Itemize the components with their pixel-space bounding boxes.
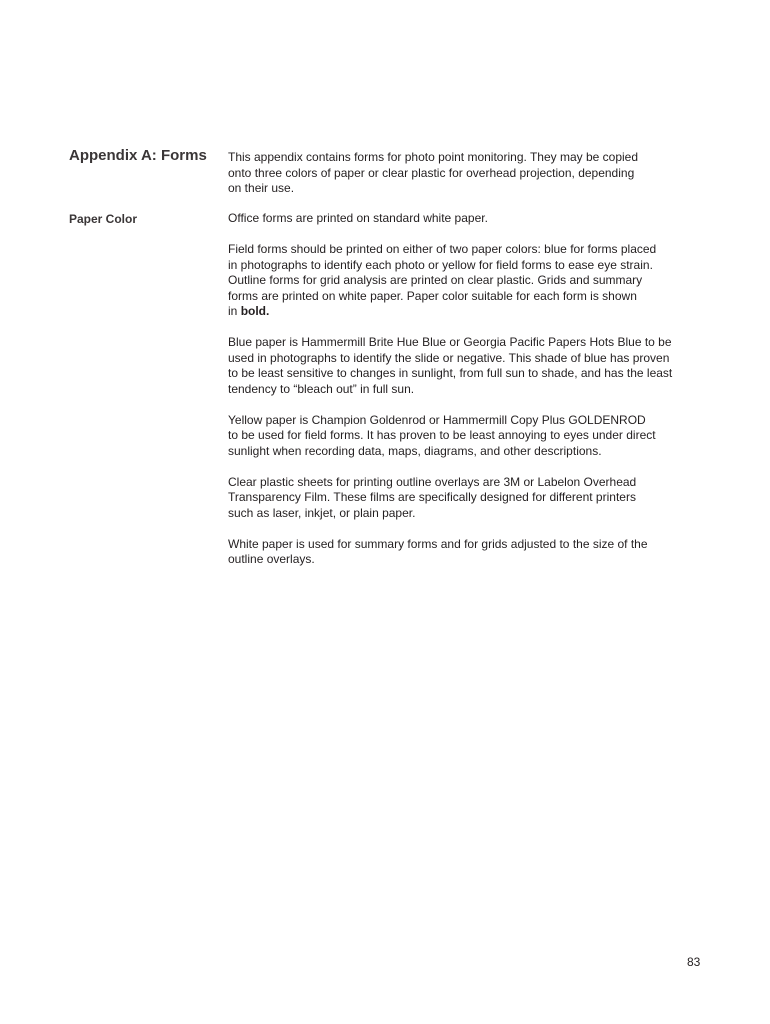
page-number: 83 <box>687 955 701 969</box>
paragraph-line: Outline forms for grid analysis are printed on clear plastic. Grids and summary <box>228 273 643 287</box>
paragraph-line: in <box>228 304 241 318</box>
paragraph-line: in photographs to identify each photo or yellow for field forms to ease eye strain. <box>228 257 653 272</box>
paragraph-line: to be least sensitive to changes in sunlight, from full sun to shade, and has the least <box>228 366 673 380</box>
appendix-heading: Appendix A: Forms <box>69 147 207 164</box>
paper-color-heading: Paper Color <box>69 212 138 226</box>
paragraph-line: Field forms should be printed on either of two paper colors: blue for forms placed <box>228 242 657 256</box>
paragraph-line: Office forms are printed on standard white paper. <box>228 211 488 225</box>
blue-paper-paragraph <box>228 335 708 397</box>
clear-plastic-paragraph <box>228 475 708 522</box>
bold-emphasis: bold. <box>240 304 270 318</box>
intro-line: on their use. <box>228 181 295 195</box>
paragraph-line: outline overlays. <box>228 552 315 566</box>
paper-color-body <box>228 211 708 583</box>
paragraph-line: used in photographs to identify the slide or negative. This shade of blue has proven <box>228 350 670 365</box>
paragraph-line: Clear plastic sheets for printing outline overlays are 3M or Labelon Overhead <box>228 474 637 489</box>
appendix-intro <box>228 150 688 197</box>
paragraph-line: White paper is used for summary forms and for grids adjusted to the size of the <box>228 536 648 551</box>
white-paper-paragraph <box>228 537 708 568</box>
field-forms-paragraph <box>228 242 708 320</box>
intro-line: onto three colors of paper or clear plastic for overhead projection, depending <box>228 165 635 180</box>
yellow-paper-paragraph <box>228 413 708 460</box>
paragraph-line: such as laser, inkjet, or plain paper. <box>228 505 416 520</box>
intro-line: This appendix contains forms for photo point monitoring. They may be copied <box>228 150 639 164</box>
paragraph-line: to be used for field forms. It has proven to be least annoying to eyes under direct <box>228 428 656 442</box>
paragraph-line: forms are printed on white paper. Paper color suitable for each form is shown <box>228 288 637 303</box>
paragraph-line: tendency to “bleach out” in full sun. <box>228 381 415 396</box>
paragraph-line: Blue paper is Hammermill Brite Hue Blue or Georgia Pacific Papers Hots Blue to be <box>228 335 672 349</box>
paragraph-line: sunlight when recording data, maps, diagrams, and other descriptions. <box>228 443 602 458</box>
paragraph-line: Yellow paper is Champion Goldenrod or Hammermill Copy Plus GOLDENROD <box>228 412 646 427</box>
office-forms-paragraph <box>228 211 708 227</box>
paragraph-line: Transparency Film. These films are specifically designed for different printers <box>228 490 636 504</box>
